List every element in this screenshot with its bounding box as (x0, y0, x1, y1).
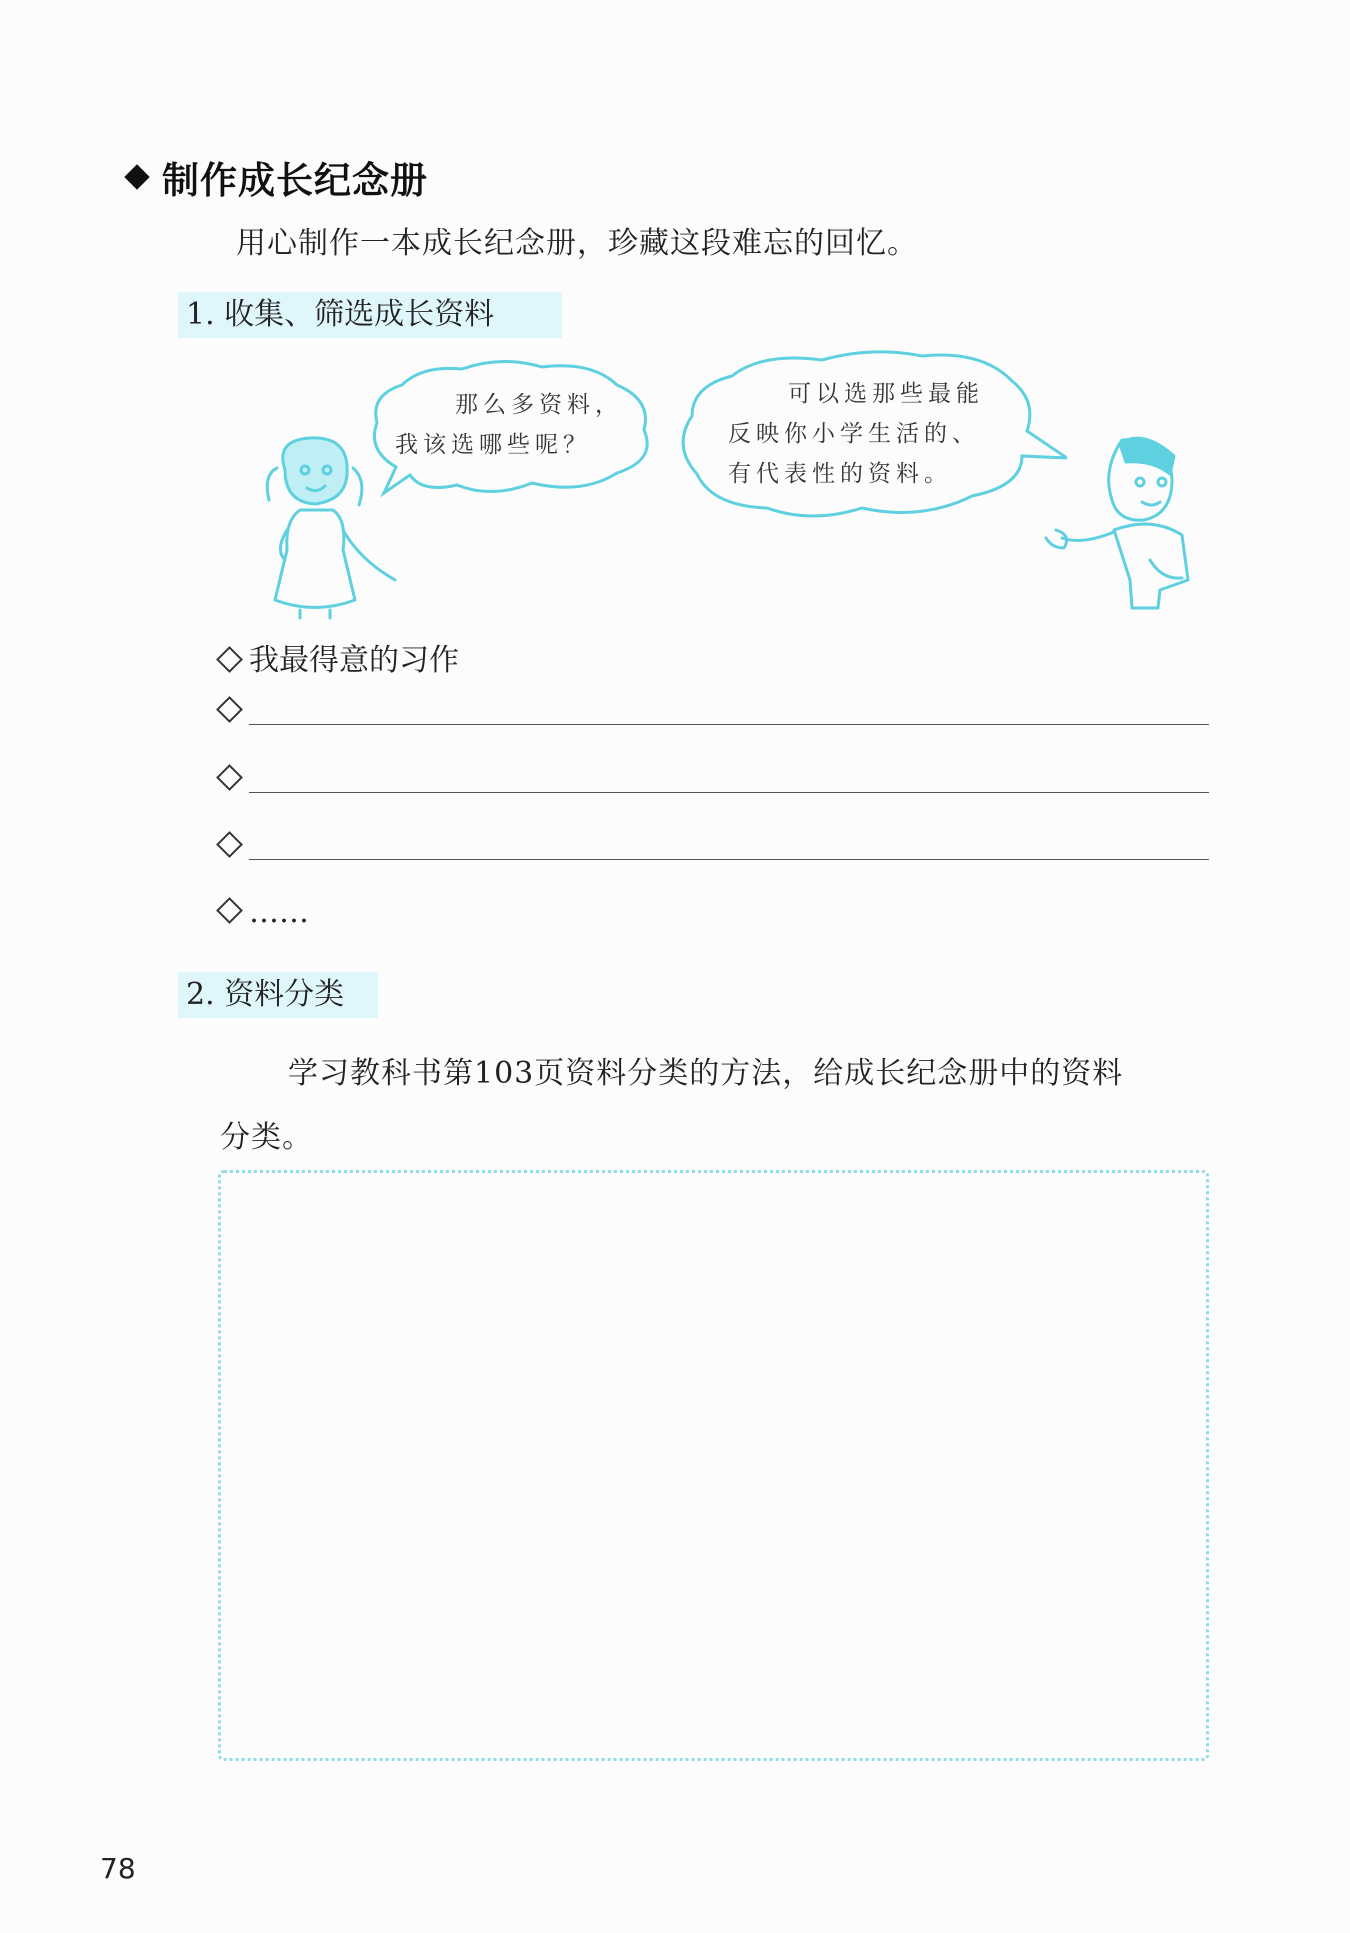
diamond-outline-icon (216, 646, 243, 673)
list-item (216, 895, 309, 930)
girl-speech-line: 我该选哪些呢？ (395, 432, 591, 458)
girl-speech-line: 那么多资料， (455, 392, 623, 418)
section-title-text: 制作成长纪念册 (162, 159, 428, 202)
step2-paragraph-line: 分类。 (220, 1120, 313, 1155)
boy-speech-line: 反映你小学生活的、 (728, 421, 980, 447)
boy-speech-line: 可以选那些最能 (788, 381, 984, 407)
blank-answer-line[interactable] (249, 792, 1209, 793)
list-item[interactable] (216, 700, 1209, 729)
diamond-bullet-icon (124, 164, 149, 189)
girl-illustration (255, 430, 405, 620)
diamond-outline-icon (216, 764, 243, 791)
list-item-text: 我最得意的习作 (249, 643, 459, 678)
blank-answer-line[interactable] (249, 859, 1209, 860)
page-number: 78 (100, 1852, 136, 1885)
step2-label: 2. 资料分类 (178, 972, 378, 1018)
diamond-outline-icon (216, 897, 243, 924)
boy-speech-line: 有代表性的资料。 (728, 461, 952, 487)
list-item-text: …… (249, 895, 309, 930)
boy-speech-text (728, 374, 1018, 494)
boy-illustration (1042, 430, 1202, 615)
list-item[interactable] (216, 835, 1209, 864)
step2-paragraph-line: 学习教科书第103页资料分类的方法，给成长纪念册中的资料 (288, 1056, 1124, 1091)
list-item (216, 635, 459, 679)
girl-speech-text (395, 385, 625, 465)
diamond-outline-icon (216, 831, 243, 858)
diamond-outline-icon (216, 696, 243, 723)
blank-answer-line[interactable] (249, 724, 1209, 725)
section-title (128, 150, 428, 204)
step1-label: 1. 收集、筛选成长资料 (178, 292, 562, 338)
answer-box[interactable] (218, 1170, 1209, 1761)
list-item[interactable] (216, 768, 1209, 797)
intro-text: 用心制作一本成长纪念册，珍藏这段难忘的回忆。 (236, 226, 918, 261)
